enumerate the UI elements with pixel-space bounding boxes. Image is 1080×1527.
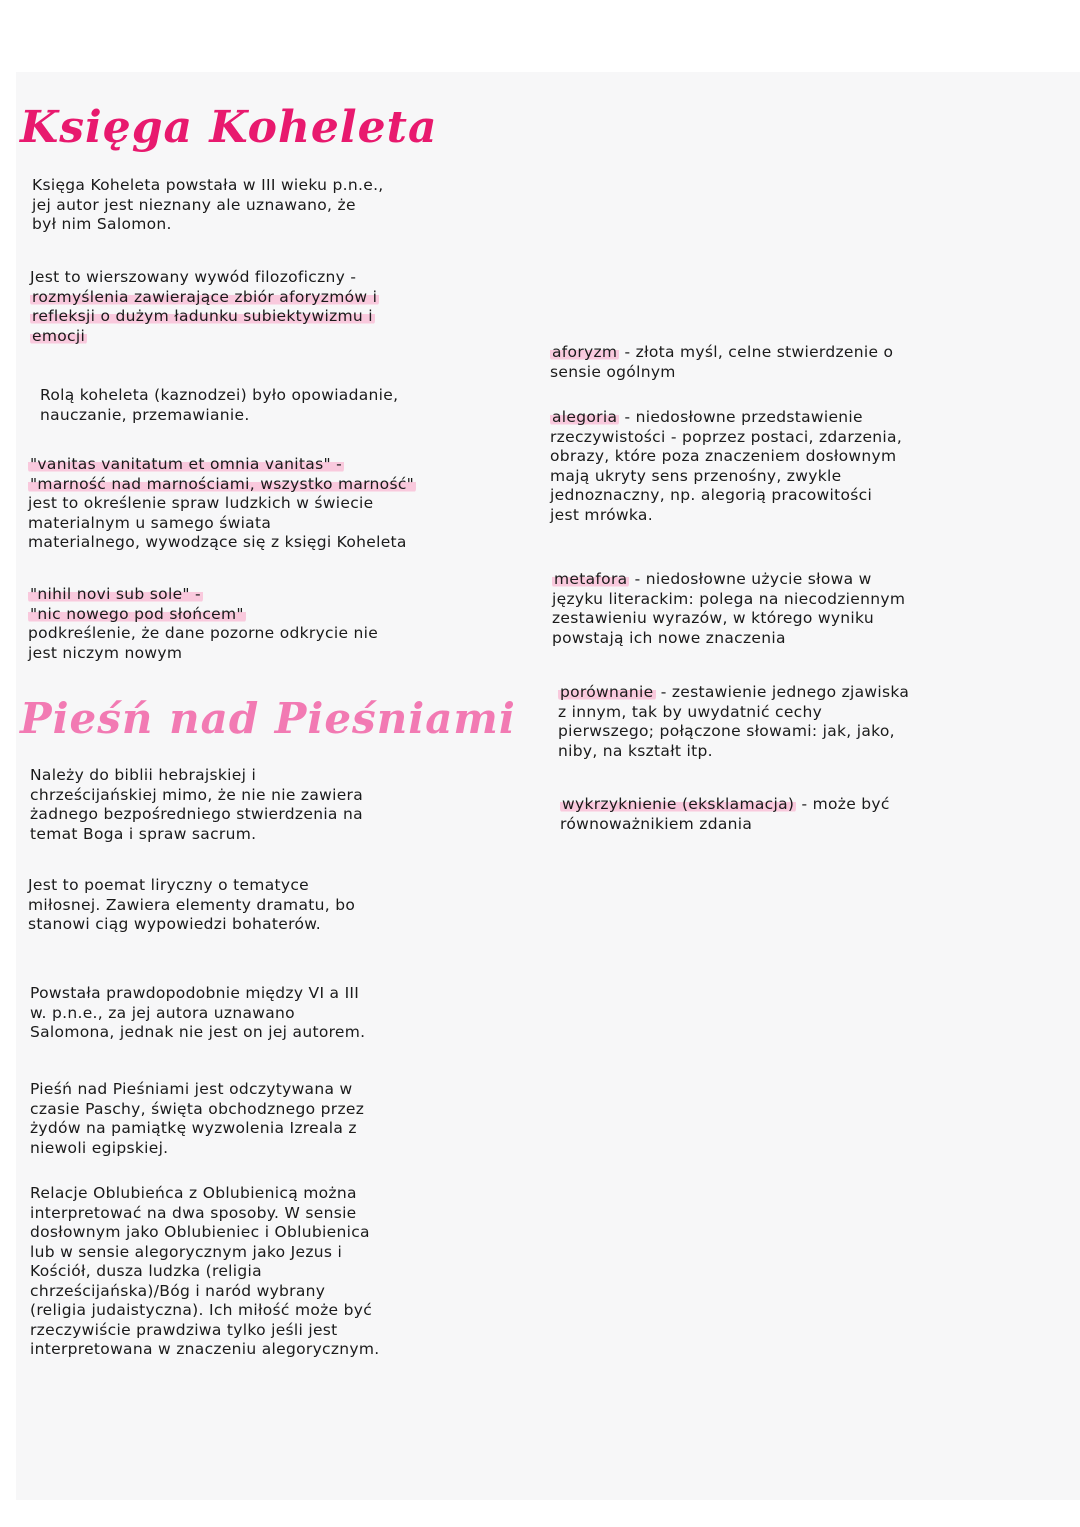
term-alegoria: alegoria (552, 408, 618, 426)
definition-wykrzyknienie: wykrzyknienie (eksklamacja) - może być równoważnikiem zdania (560, 795, 890, 833)
nihil-novi-paragraph: "nihil novi sub sole" - "nic nowego pod słońcem" podkreślenie, że dane pozorne odkrycie nie jest niczym nowym (28, 585, 379, 662)
piesn-pascha: Pieśń nad Pieśniami jest odczytywana w czasie Paschy, święta obchodznego przez żydów na pamiątkę wyzwolenia Izreala z niewoli egipskiej. (30, 1080, 365, 1157)
vanitas-paragraph: "vanitas vanitatum et omnia vanitas" - "marność nad marnościami, wszystko marność" jest to określenie spraw ludzkich w świecie materialnym u samego świata materialnego, wywodzące się z księgi Koheleta (28, 455, 415, 551)
piesn-biblia: Należy do biblii hebrajskiej i chrześcijańskiej mimo, że nie nie zawiera żadnego bezpośredniego stwierdzenia na temat Boga i spraw sacrum. (30, 766, 364, 843)
definition-alegoria: alegoria - niedosłowne przedstawienie rzeczywistości - poprzez postaci, zdarzenia, obrazy, które poza znaczeniem dosłownym mają ukryty sens przenośny, zwykle jednoznaczny, np. alegorią pracowitości jest mrówka. (550, 408, 903, 524)
koheleta-gatunek: Jest to wierszowany wywód filozoficzny - rozmyślenia zawierające zbiór aforyzmów i refleksji o dużym ładunku subiektywizmu i emocji (30, 268, 378, 345)
term-porownanie: porównanie (560, 683, 654, 701)
piesn-powstanie: Powstała prawdopodobnie między VI a III w. p.n.e., za jej autora uznawano Salomona, jednak nie jest on jej autorem. (30, 984, 366, 1041)
title-ksiega-koheleta: Księga Koheleta (20, 102, 438, 153)
piesn-gatunek: Jest to poemat liryczny o tematyce miłosnej. Zawiera elementy dramatu, bo stanowi ciąg wypowiedzi bohaterów. (28, 876, 356, 933)
koheleta-rola: Rolą koheleta (kaznodzei) było opowiadanie, nauczanie, przemawianie. (40, 386, 399, 424)
term-metafora: metafora (554, 570, 628, 588)
definition-porownanie: porównanie - zestawienie jednego zjawiska z innym, tak by uwydatnić cechy pierwszego; połączone słowami: jak, jako, niby, na kształt itp. (558, 683, 910, 760)
term-aforyzm: aforyzm (552, 343, 618, 361)
title-piesn-nad-piesniami: Pieśń nad Pieśniami (20, 694, 516, 743)
definition-aforyzm: aforyzm - złota myśl, celne stwierdzenie o sensie ogólnym (550, 343, 894, 381)
definition-metafora: metafora - niedosłowne użycie słowa w języku literackim: polega na niecodziennym zestawieniu wyrazów, w którego wyniku powstają ich nowe znaczenia (552, 570, 906, 647)
piesn-interpretacja: Relacje Oblubieńca z Oblubienicą można interpretować na dwa sposoby. W sensie dosłownym jako Oblubieniec i Oblubienica lub w sensie alegorycznym jako Jezus i Kościół, dusza ludzka (religia chrześcijańska)/Bóg i naród wybrany (religia judaistyczna). Ich miłość może być rzeczywiście prawdziwa tylko jeśli jest interpretowana w znaczeniu alegorycznym. (30, 1184, 380, 1358)
koheleta-intro: Księga Koheleta powstała w III wieku p.n.e., jej autor jest nieznany ale uznawano, że był nim Salomon. (32, 176, 384, 233)
term-wykrzyknienie: wykrzyknienie (eksklamacja) (562, 795, 795, 813)
